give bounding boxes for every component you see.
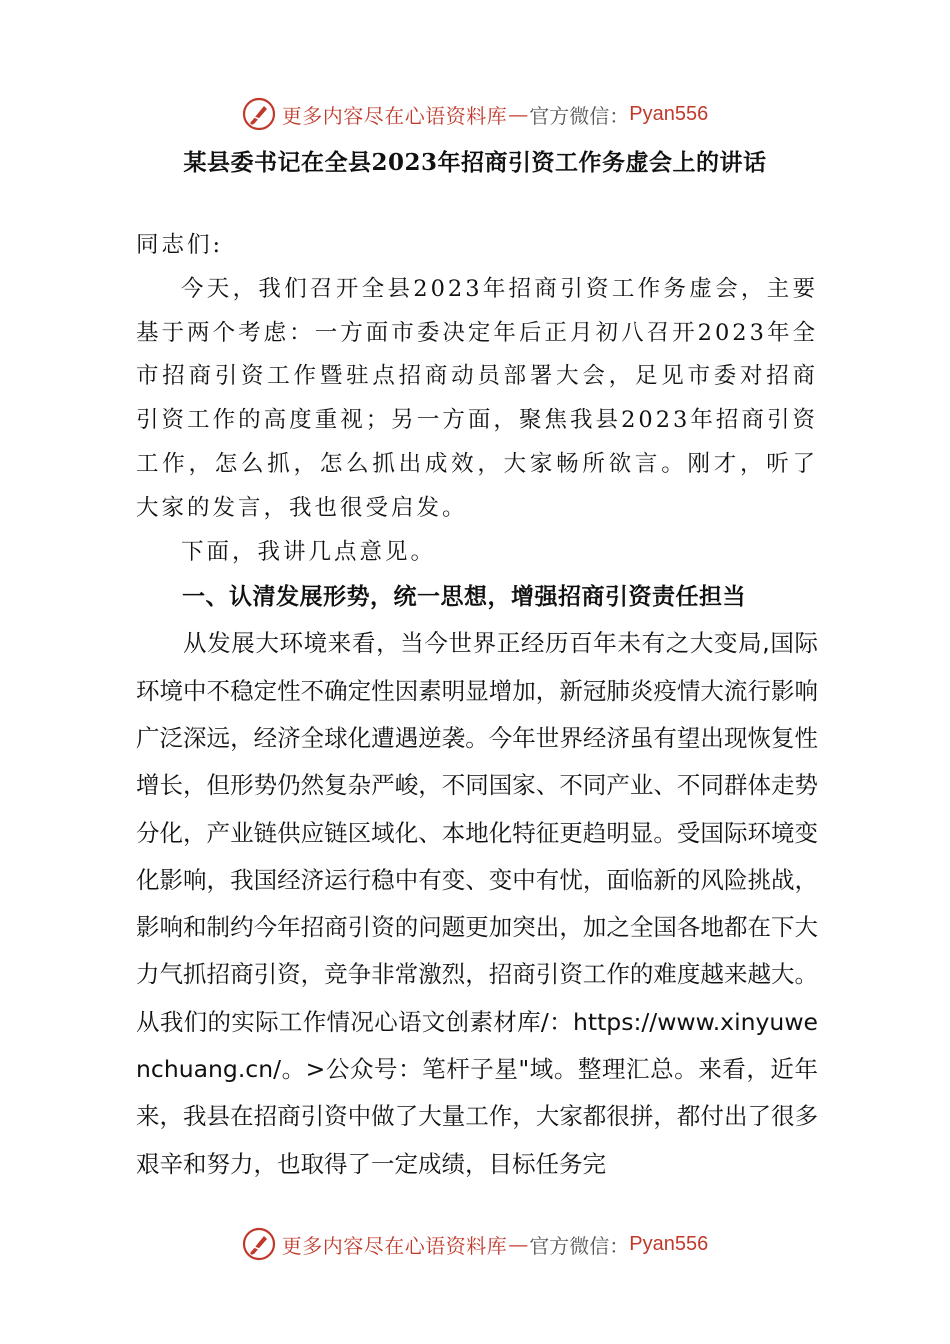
watermark-site-text: 更多内容尽在心语资料库: [281, 1233, 508, 1258]
watermark-wechat-id: Pyan556: [629, 1232, 709, 1255]
salutation: 同志们:: [136, 232, 224, 258]
watermark-dash: —: [508, 102, 529, 126]
watermark-label: 官方微信：: [529, 103, 630, 128]
watermark-label: 官方微信：: [529, 1233, 630, 1258]
paragraph-transition: 下面，我讲几点意见。: [181, 538, 437, 565]
footer-watermark: [0, 1224, 950, 1264]
watermark-site-text: 更多内容尽在心语资料库: [281, 103, 508, 128]
quill-pen-logo-icon: [242, 1227, 276, 1261]
watermark-wechat-id: Pyan556: [629, 102, 709, 125]
document-body: [136, 224, 818, 1188]
quill-pen-logo-icon: [242, 97, 276, 131]
paragraph-intro: 今天，我们召开全县2023年招商引资工作务虚会，主要基于两个考虑：一方面市委决定年后正月初八召开2023年全市招商引资工作暨驻点招商动员部署大会，足见市委对招商引资工作的高度重视；另一方面，聚焦我县2023年招商引资工作，怎么抓，怎么抓出成效，大家畅所欲言。刚才，听了大家的发言，我也很受启发。: [136, 275, 818, 521]
section-heading: 一、认清发展形势，统一思想，增强招商引资责任担当: [182, 584, 746, 611]
watermark-dash: —: [508, 1232, 529, 1256]
section-paragraph: 从发展大环境来看，当今世界正经历百年未有之大变局,国际环境中不稳定性不确定性因素明显增加，新冠肺炎疫情大流行影响广泛深远，经济全球化遭遇逆袭。今年世界经济虽有望出现恢复性增长，但形势仍然复杂严峻，不同国家、不同产业、不同群体走势分化，产业链供应链区域化、本地化特征更趋明显。受国际环境变化影响，我国经济运行稳中有变、变中有忧，面临新的风险挑战，影响和制约今年招商引资的问题更加突出，加之全国各地都在下大力气抓招商引资，竞争非常激烈，招商引资工作的难度越来越大。从我们的实际工作情况心语文创素材库/：https://www.xinyuwenchuang.cn/。>公众号：笔杆子星"域。整理汇总。来看，近年来，我县在招商引资中做了大量工作，大家都很拼，都付出了很多艰辛和努力，也取得了一定成绩，目标任务完: [136, 629, 818, 1178]
document-title: 某县委书记在全县2023年招商引资工作务虚会上的讲话: [183, 149, 767, 176]
header-watermark: [0, 94, 950, 134]
